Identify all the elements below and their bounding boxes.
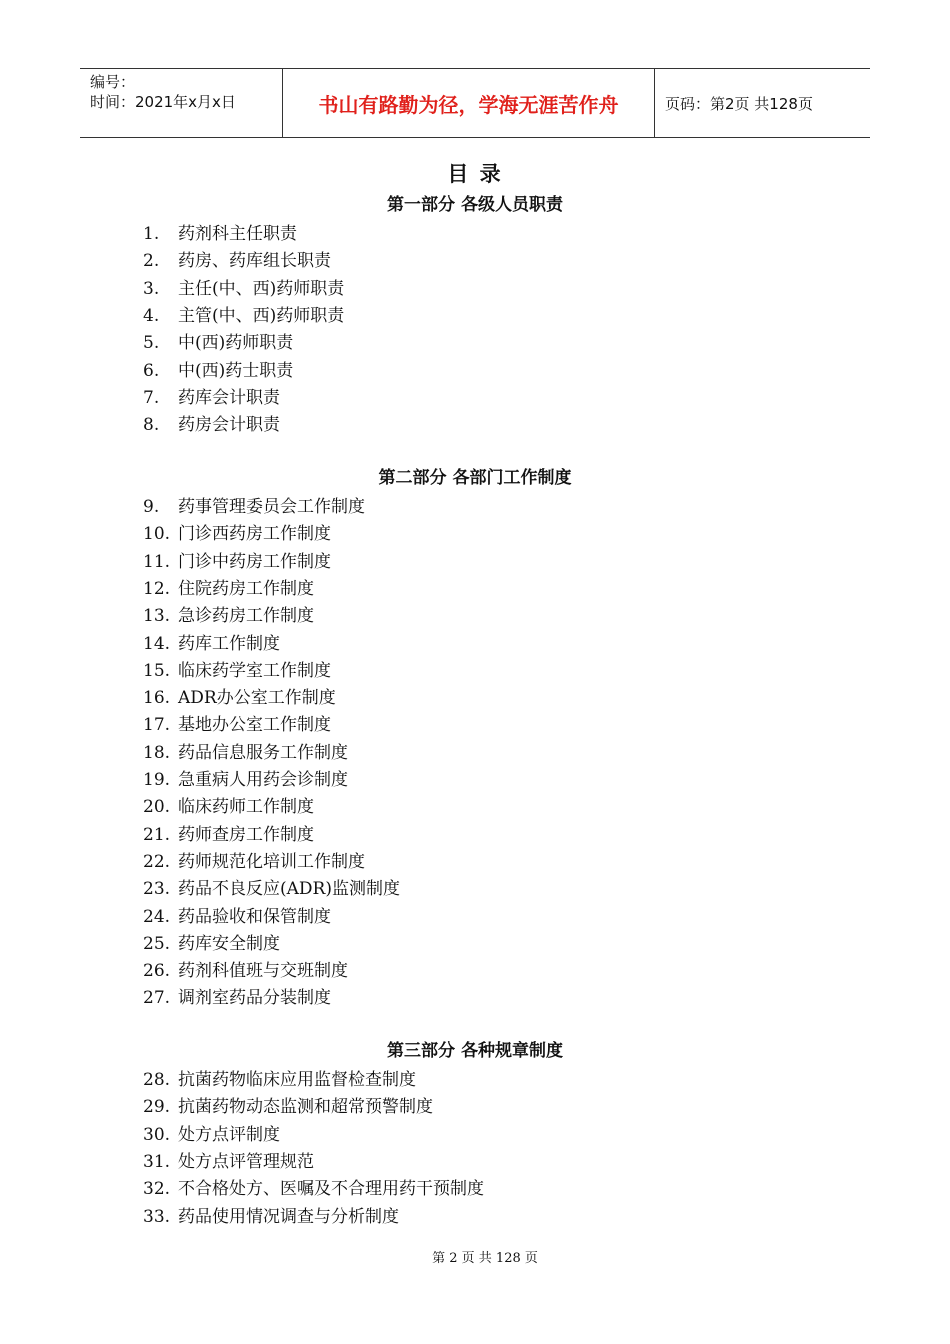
toc-item-title: 处方点评制度 [178,1124,280,1145]
toc-item-title: ADR办公室工作制度 [178,688,336,709]
toc-item-number: 6. [143,360,160,381]
toc-item-number: 3. [143,278,160,299]
toc-item [143,1092,433,1117]
toc-item [143,847,365,872]
toc-item [143,519,331,544]
toc-item-number: 7. [143,387,160,408]
toc-item-title: 药事管理委员会工作制度 [178,497,365,517]
toc-item-number: 19. [143,770,171,790]
toc-item-number: 17. [143,715,171,736]
toc-item-number: 10. [143,524,171,545]
toc-item-number: 30. [143,1124,171,1145]
toc-item [143,601,314,626]
toc-item-title: 药剂科值班与交班制度 [178,961,348,982]
toc-item-number: 8. [143,415,160,436]
toc-item-title: 药品信息服务工作制度 [178,742,348,763]
toc-item-title: 急诊药房工作制度 [178,606,314,627]
serial-label: 编号： [90,73,136,91]
toc-item [143,1065,416,1090]
toc-item-number: 18. [143,742,171,763]
toc-item-number: 15. [143,660,171,681]
page-header [80,68,870,138]
header-motto: 书山有路勤为径，学海无涯苦作舟 [283,69,655,137]
toc-item [143,356,293,381]
toc-item-title: 药品不良反应(ADR)监测制度 [178,879,400,900]
toc-item [143,1174,484,1199]
toc-item-number: 9. [143,497,160,517]
toc-item-title: 药品验收和保管制度 [178,906,331,927]
toc-item-title: 主任(中、西)药师职责 [178,278,345,299]
toc-item [143,656,331,681]
toc-item-title: 基地办公室工作制度 [178,715,331,736]
section-heading: 第一部分 各级人员职责 [387,195,563,215]
toc-item-title: 临床药学室工作制度 [178,660,331,681]
toc-item-number: 27. [143,988,171,1009]
toc-item [143,1202,399,1227]
toc-item-number: 26. [143,961,171,982]
toc-item-number: 25. [143,933,171,954]
toc-item-title: 药房会计职责 [178,415,280,436]
section-heading: 第二部分 各部门工作制度 [378,468,572,488]
toc-item-title: 药品使用情况调查与分析制度 [178,1206,399,1227]
toc-item-title: 药库安全制度 [178,933,280,954]
toc-item-title: 药师规范化培训工作制度 [178,851,365,872]
toc-item-title: 药库工作制度 [178,633,280,654]
toc-item-title: 抗菌药物临床应用监督检查制度 [178,1070,416,1090]
toc-item [143,683,336,708]
toc-item-number: 33. [143,1206,171,1227]
toc-item-number: 14. [143,633,171,654]
toc-item-title: 不合格处方、医嘱及不合理用药干预制度 [178,1179,484,1200]
toc-item-number: 4. [143,305,160,326]
toc-item-number: 22. [143,851,171,872]
toc-item [143,246,331,271]
toc-item-number: 20. [143,797,171,818]
toc-item [143,1120,280,1145]
toc-item-title: 主管(中、西)药师职责 [178,305,345,326]
toc-item-title: 调剂室药品分装制度 [178,988,331,1009]
toc-item [143,956,348,981]
toc-item-number: 12. [143,578,171,599]
toc-item [143,492,365,517]
toc-item [143,328,293,353]
page-footer: 第 2 页 共 128 页 [432,1251,538,1266]
toc-item [143,710,331,735]
toc-item [143,902,331,927]
toc-title: 目 录 [447,162,503,186]
toc-item-number: 28. [143,1070,171,1090]
toc-item-title: 住院药房工作制度 [178,578,314,599]
toc-item-title: 中(西)药士职责 [178,360,294,381]
toc-item [143,765,348,790]
toc-item-number: 32. [143,1179,171,1200]
toc-item [143,983,331,1008]
toc-item [143,574,314,599]
toc-item-title: 门诊中药房工作制度 [178,551,331,572]
toc-item [143,301,344,326]
toc-item-number: 29. [143,1097,171,1118]
toc-item [143,1147,314,1172]
toc-item [143,383,280,408]
toc-item-title: 抗菌药物动态监测和超常预警制度 [178,1097,433,1118]
toc-item [143,820,314,845]
toc-item [143,738,348,763]
toc-item-title: 中(西)药师职责 [178,333,294,354]
toc-item-number: 16. [143,688,171,709]
date-label: 时间：2021年x月x日 [90,93,236,111]
toc-item [143,547,331,572]
toc-item-number: 23. [143,879,171,900]
toc-item-number: 13. [143,606,171,627]
toc-item [143,792,314,817]
toc-item-number: 1. [143,224,160,244]
toc-item-title: 药师查房工作制度 [178,824,314,845]
toc-item-number: 31. [143,1151,171,1172]
toc-item [143,219,297,244]
section-heading: 第三部分 各种规章制度 [387,1041,563,1061]
toc-item-number: 2. [143,251,160,272]
toc-item-title: 药库会计职责 [178,387,280,408]
toc-item [143,929,280,954]
toc-item-number: 24. [143,906,171,927]
header-page-info: 页码：第2页 共128页 [665,95,813,113]
toc-item-title: 急重病人用药会诊制度 [178,770,348,790]
toc-item-title: 临床药师工作制度 [178,797,314,818]
toc-item-number: 5. [143,333,160,354]
toc-item-number: 11. [143,551,171,572]
toc-item-title: 药房、药库组长职责 [178,251,331,272]
toc-item [143,629,280,654]
toc-item [143,874,400,899]
toc-item-title: 门诊西药房工作制度 [178,524,331,545]
toc-item-title: 药剂科主任职责 [178,224,297,244]
header-meta-cell [80,69,283,137]
toc-item [143,274,344,299]
toc-item [143,410,280,435]
toc-item-title: 处方点评管理规范 [178,1151,314,1172]
toc-item-number: 21. [143,824,171,845]
